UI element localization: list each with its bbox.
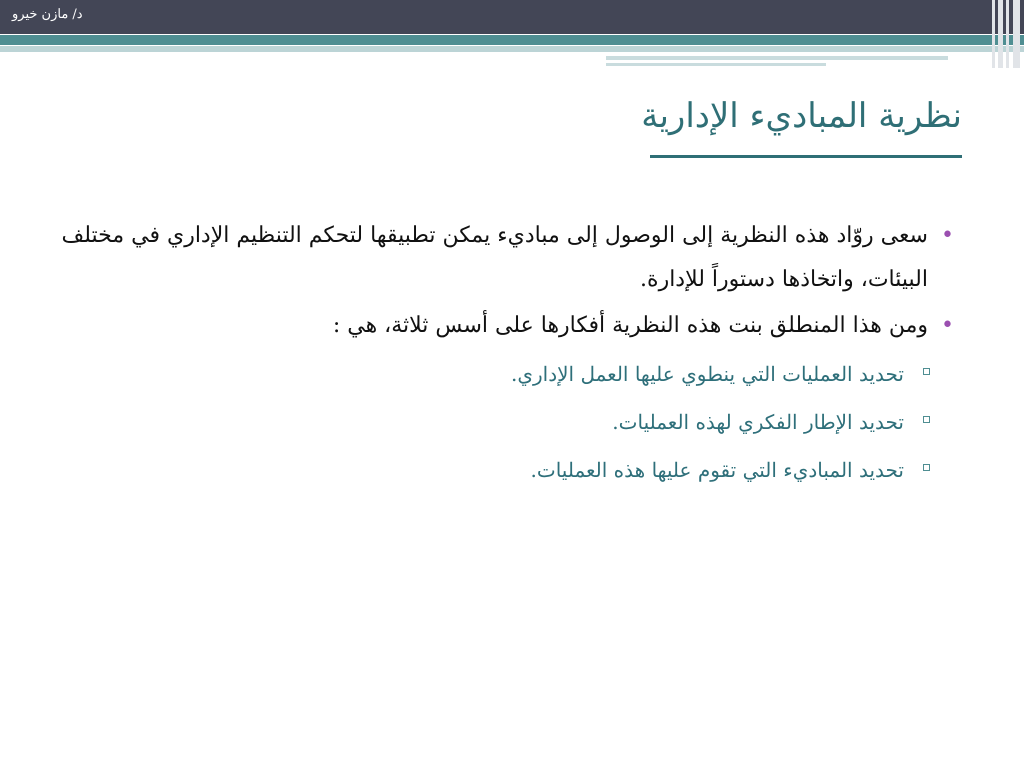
sub-bullet-item bbox=[56, 352, 954, 396]
header-light-bar bbox=[0, 46, 1024, 52]
slide-title: نظرية المباديء الإدارية bbox=[641, 96, 962, 136]
header-vertical-stripes bbox=[990, 0, 1024, 68]
bullet-text: سعى روّاد هذه النظرية إلى الوصول إلى مباديء يمكن تطبيقها لتحكم التنظيم الإداري في مختلف البيئات، واتخاذها دستوراً للإدارة. bbox=[61, 223, 928, 292]
bullet-dot-icon: • bbox=[941, 223, 954, 248]
square-bullet-icon bbox=[923, 416, 930, 423]
bullet-dot-icon: • bbox=[941, 313, 954, 338]
bullet-item bbox=[56, 214, 954, 302]
header-accent-bar-short bbox=[606, 63, 826, 66]
sub-bullet-item bbox=[56, 400, 954, 444]
header-teal-bar bbox=[0, 35, 1024, 45]
slide-content bbox=[56, 214, 954, 492]
sub-bullet-text: تحديد العمليات التي ينطوي عليها العمل الإداري. bbox=[511, 362, 904, 386]
header-accent-bar bbox=[606, 56, 948, 60]
title-underline bbox=[650, 155, 962, 158]
square-bullet-icon bbox=[923, 368, 930, 375]
bullet-text: ومن هذا المنطلق بنت هذه النظرية أفكارها على أسس ثلاثة، هي : bbox=[332, 313, 928, 338]
sub-bullet-item bbox=[56, 448, 954, 492]
square-bullet-icon bbox=[923, 464, 930, 471]
header-dark-bar bbox=[0, 0, 1024, 34]
bullet-item bbox=[56, 304, 954, 348]
author-label: د/ مازن خيرو bbox=[12, 7, 83, 22]
sub-bullet-text: تحديد المباديء التي تقوم عليها هذه العمليات. bbox=[530, 458, 904, 482]
sub-bullet-text: تحديد الإطار الفكري لهذه العمليات. bbox=[612, 410, 904, 434]
